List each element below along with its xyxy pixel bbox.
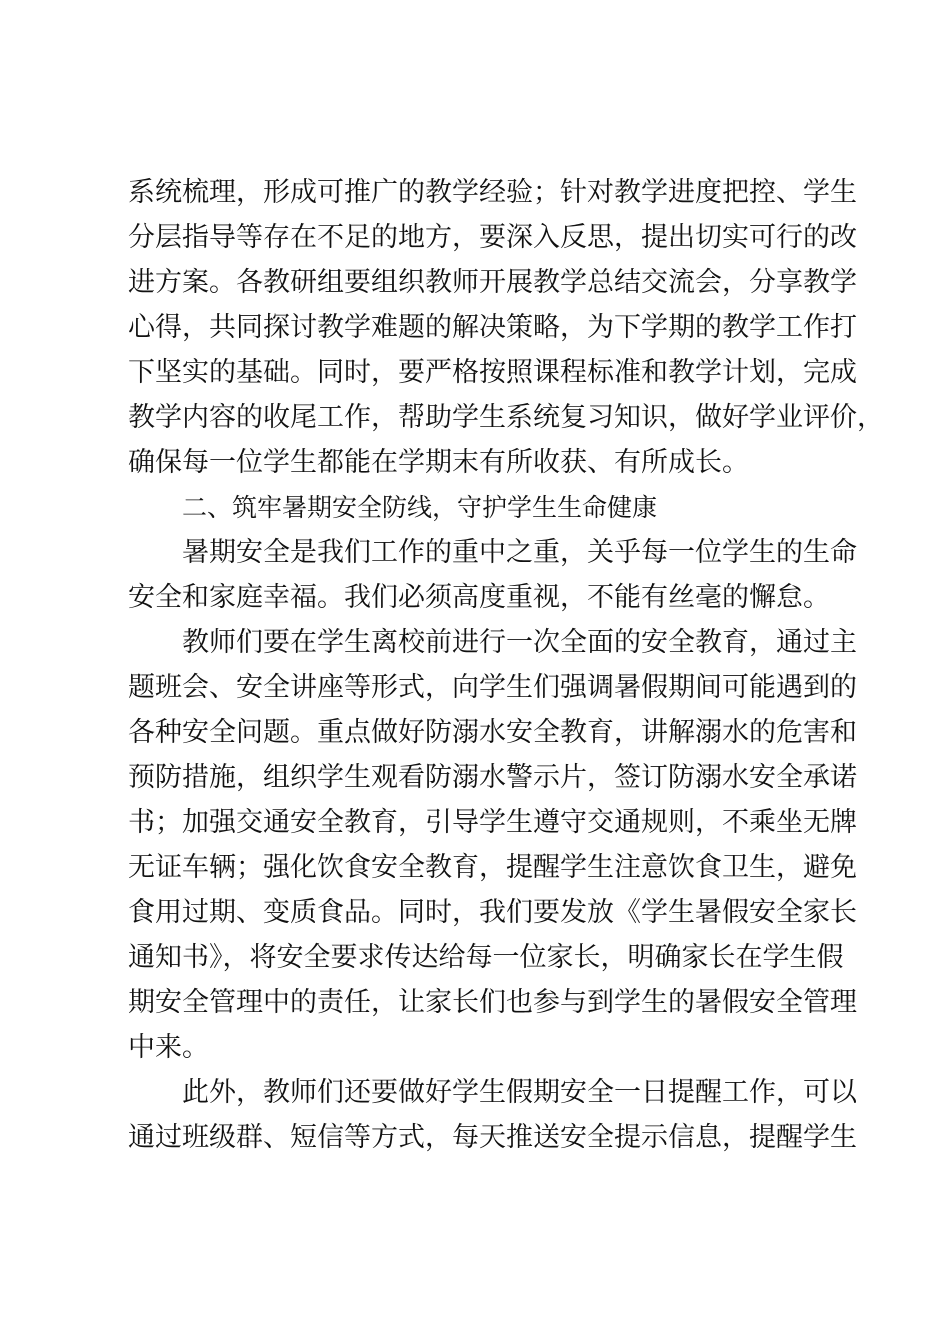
section-heading bbox=[128, 485, 836, 530]
heading-text: 二、筑牢暑期安全防线，守护学生生命健康 bbox=[182, 493, 658, 522]
text-line: 此外，教师们还要做好学生假期安全一日提醒工作，可以 bbox=[182, 1077, 857, 1108]
text-line: 进方案。各教研组要组织教师开展教学总结交流会，分享教学 bbox=[128, 267, 857, 298]
paragraph bbox=[128, 1070, 857, 1160]
text-line: 确保每一位学生都能在学期末有所收获、有所成长。 bbox=[128, 447, 749, 478]
text-line: 分层指导等存在不足的地方，要深入反思，提出切实可行的改 bbox=[128, 222, 857, 253]
paragraph bbox=[128, 170, 884, 485]
text-line: 教学内容的收尾工作，帮助学生系统复习知识，做好学业评价， bbox=[128, 402, 884, 433]
text-line: 教师们要在学生离校前进行一次全面的安全教育，通过主 bbox=[182, 627, 857, 658]
text-line: 安全和家庭幸福。我们必须高度重视，不能有丝毫的懈怠。 bbox=[128, 582, 830, 613]
text-line: 各种安全问题。重点做好防溺水安全教育，讲解溺水的危害和 bbox=[128, 717, 857, 748]
text-line: 期安全管理中的责任，让家长们也参与到学生的暑假安全管理 bbox=[128, 987, 857, 1018]
text-line: 下坚实的基础。同时，要严格按照课程标准和教学计划，完成 bbox=[128, 357, 857, 388]
text-line: 题班会、安全讲座等形式，向学生们强调暑假期间可能遇到的 bbox=[128, 672, 857, 703]
paragraph bbox=[128, 620, 857, 1070]
text-line: 暑期安全是我们工作的重中之重，关乎每一位学生的生命 bbox=[182, 537, 857, 568]
document-body bbox=[128, 170, 884, 1160]
text-line: 通知书》，将安全要求传达给每一位家长，明确家长在学生假 bbox=[128, 942, 844, 973]
text-line: 通过班级群、短信等方式，每天推送安全提示信息，提醒学生 bbox=[128, 1122, 857, 1153]
text-line: 系统梳理，形成可推广的教学经验；针对教学进度把控、学生 bbox=[128, 177, 857, 208]
text-line: 食用过期、变质食品。同时，我们要发放《学生暑假安全家长 bbox=[128, 897, 857, 928]
text-line: 书；加强交通安全教育，引导学生遵守交通规则，不乘坐无牌 bbox=[128, 807, 857, 838]
text-line: 心得，共同探讨教学难题的解决策略，为下学期的教学工作打 bbox=[128, 312, 857, 343]
text-line: 无证车辆；强化饮食安全教育，提醒学生注意饮食卫生，避免 bbox=[128, 852, 857, 883]
text-line: 中来。 bbox=[128, 1032, 209, 1063]
paragraph bbox=[128, 530, 857, 620]
text-line: 预防措施，组织学生观看防溺水警示片，签订防溺水安全承诺 bbox=[128, 762, 857, 793]
